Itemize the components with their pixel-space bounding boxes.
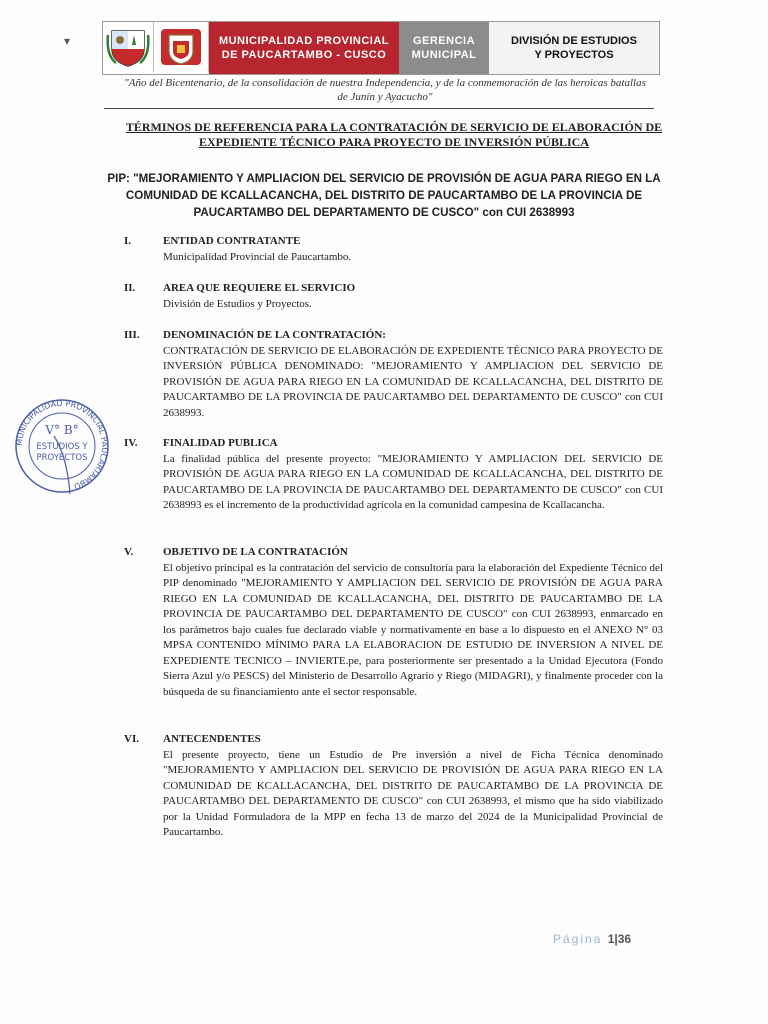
section-number: IV. [124, 437, 138, 449]
section-number: V. [124, 546, 134, 558]
section-5 [118, 545, 663, 700]
page-footer [553, 932, 631, 946]
section-number: III. [124, 329, 140, 341]
title-line-1: TÉRMINOS DE REFERENCIA PARA LA CONTRATACIÓN DE SERVICIO DE ELABORACIÓN DE [125, 120, 663, 134]
ger-line-1: GERENCIA [412, 35, 476, 47]
muni-line-2: DE PAUCARTAMBO - CUSCO [221, 49, 387, 61]
section-1 [118, 234, 663, 265]
page-number: 1|36 [607, 932, 632, 946]
section-4 [118, 436, 663, 514]
municipality-name-block [209, 22, 399, 74]
section-text: Municipalidad Provincial de Paucartambo. [163, 250, 352, 263]
section-heading: DENOMINACIÓN DE LA CONTRATACIÓN: [163, 329, 386, 341]
div-line-2: Y PROYECTOS [534, 49, 614, 61]
section-number: II. [124, 282, 136, 294]
stamp-line-2: PROYECTOS [36, 453, 88, 463]
muni-line-1: MUNICIPALIDAD PROVINCIAL [218, 35, 390, 47]
municipal-shield-logo [154, 22, 209, 72]
gerencia-block [399, 22, 489, 74]
section-heading: ENTIDAD CONTRATANTE [163, 235, 301, 247]
approval-stamp [12, 396, 112, 496]
section-text: CONTRATACIÓN DE SERVICIO DE ELABORACIÓN DE EXPEDIENTE TÉCNICO PARA PROYECTO DE INVERSIÓN PÚBLICA DENOMINADO: "MEJORAMIENTO Y AMPLIACION DEL SERVICIO DE PROVISIÓN DE AGUA PARA RIEGO EN LA COMUNIDAD DE KCALLACANCHA, DEL DISTRITO DE PAUCARTAMBO DE LA PROVINCIA DE PAUCARTAMBO DEL DEPARTAMENTO DE CUSCO" con CUI 2638993. [163, 344, 663, 419]
section-number: I. [124, 235, 132, 247]
section-3 [118, 328, 663, 421]
section-text: El objetivo principal es la contratación del servicio de consultoría para la elaboración del Expediente Técnico del PIP denominado "MEJORAMIENTO Y AMPLIACION DEL SERVICIO DE PROVISIÓN DE AGUA PARA RIEGO EN LA COMUNIDAD DE KCALLACANCHA, DEL DISTRITO DE PAUCARTAMBO DE LA PROVINCIA DE PAUCARTAMBO DEL DEPARTAMENTO DE CUSCO" con CUI 2638993, enmarcado en los parámetros bajo cuales fue declarado viable y normativamente en base a lo dispuesto en el ANEXO N° 03 MPSA CONTENIDO MÍNIMO PARA LA ELABORACION DE ESTUDIO DE INVERSION A NIVEL DE EXPEDIENTE TECNICO – INVIERTE.pe, para posteriormente ser presentado a la Unidad Ejecutora (Fondo Sierra Azul y/o PESCS) del Ministerio de Desarrollo Agrario y Riego (MIDAGRI), y finalmente proceder con la búsqueda de su financiamiento ante el sector responsable. [163, 561, 663, 698]
ger-line-2: MUNICIPAL [411, 49, 477, 61]
page-label: Página [553, 932, 603, 946]
title-line-2: EXPEDIENTE TÉCNICO PARA PROYECTO DE INVERSIÓN PÚBLICA [198, 135, 590, 149]
section-heading: ANTECENDENTES [163, 733, 261, 745]
section-text: División de Estudios y Proyectos. [163, 297, 312, 310]
section-heading: FINALIDAD PUBLICA [163, 437, 278, 449]
pip-heading: PIP: "MEJORAMIENTO Y AMPLIACION DEL SERVICIO DE PROVISIÓN DE AGUA PARA RIEGO EN LA COMUNIDAD DE KCALLACANCHA, DEL DISTRITO DE PAUCARTAMBO DE LA PROVINCIA DE PAUCARTAMBO DEL DEPARTAMENTO DE CUSCO" con CUI 2638993 [107, 172, 661, 219]
division-block [489, 22, 659, 74]
section-text: El presente proyecto, tiene un Estudio de Pre inversión a nivel de Ficha Técnica denominado "MEJORAMIENTO Y AMPLIACION DEL SERVICIO DE PROVISIÓN DE AGUA PARA RIEGO EN LA COMUNIDAD DE KCALLACANCHA, DEL DISTRITO DE PAUCARTAMBO DE LA PROVINCIA DE PAUCARTAMBO DEL DEPARTAMENTO DE CUSCO" con CUI 2638993, el mismo que ha sido viabilizado por la Unidad Formuladora de la MPP en fecha 13 de marzo del 2024 de la Municipalidad Provincial de Paucartambo. [163, 748, 663, 838]
section-text: La finalidad pública del presente proyecto: "MEJORAMIENTO Y AMPLIACION DEL SERVICIO DE PROVISIÓN DE AGUA PARA RIEGO EN LA COMUNIDAD DE KCALLACANCHA, DEL DISTRITO DE PAUCARTAMBO DE LA PROVINCIA DE PAUCARTAMBO DEL DEPARTAMENTO DE CUSCO" con CUI 2638993 es el incremento de la productividad agrícola en la comunidad campesina de Kcallacancha. [163, 452, 663, 511]
section-6 [118, 732, 663, 841]
header-divider [104, 108, 654, 109]
stamp-vb: V° B° [45, 423, 79, 437]
letterhead [102, 21, 660, 75]
peru-coat-of-arms-logo [103, 22, 154, 72]
section-number: VI. [124, 733, 139, 745]
stamp-line-1: ESTUDIOS Y [36, 442, 88, 452]
stamp-ring-text: MUNICIPALIDAD PROVINCIAL PAUCARTAMBO [14, 398, 110, 492]
document-title [104, 120, 684, 150]
section-heading: OBJETIVO DE LA CONTRATACIÓN [163, 546, 348, 558]
year-motto: "Año del Bicentenario, de la consolidación de nuestra Independencia, y de la conmemoración de las heroicas batallas de Junín y Ayacucho" [124, 77, 646, 103]
scan-mark: ▾ [64, 34, 71, 48]
section-2 [118, 281, 663, 312]
section-heading: AREA QUE REQUIERE EL SERVICIO [163, 282, 356, 294]
div-line-1: DIVISIÓN DE ESTUDIOS [511, 35, 637, 47]
